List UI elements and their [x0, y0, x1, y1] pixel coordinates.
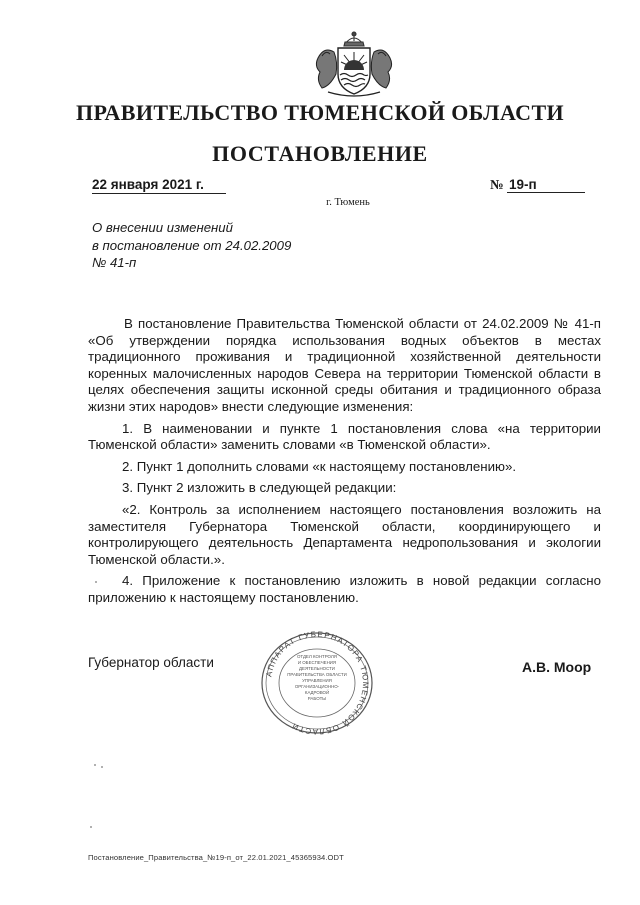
body-paragraph: 1. В наименовании и пункте 1 постановления слова «на территории Тюменской области» заменить словами «в Тюменской области».: [88, 420, 601, 453]
body-paragraph: 4. Приложение к постановлению изложить в новой редакции согласно приложению к настоящему постановлению.: [88, 573, 601, 605]
document-number: [490, 177, 585, 193]
svg-text:И ОБЕСПЕЧЕНИЯ: И ОБЕСПЕЧЕНИЯ: [297, 660, 337, 665]
signer-name: А.В. Моор: [522, 659, 592, 675]
signer-title: Губернатор области: [88, 655, 214, 670]
document-type-heading: ПОСТАНОВЛЕНИЕ: [212, 141, 428, 166]
document-subject: [92, 219, 291, 272]
scan-speck: [90, 826, 92, 828]
scan-speck: [95, 581, 97, 583]
document-date: 22 января 2021 г.: [92, 177, 226, 194]
document-city: г. Тюмень: [326, 197, 370, 208]
svg-text:ПРАВИТЕЛЬСТВА ОБЛАСТИ: ПРАВИТЕЛЬСТВА ОБЛАСТИ: [287, 672, 347, 677]
svg-text:КАДРОВОЙ: КАДРОВОЙ: [304, 690, 330, 695]
footer-filename: Постановление_Правительства_№19-п_от_22.01.2021_45365934.ODT: [88, 853, 344, 862]
subject-line: в постановление от 24.02.2009: [92, 237, 292, 253]
body-paragraph: 2. Пункт 1 дополнить словами «к настоящему постановлению».: [122, 458, 517, 474]
body-paragraph: 3. Пункт 2 изложить в следующей редакции:: [122, 480, 397, 496]
organization-title: ПРАВИТЕЛЬСТВО ТЮМЕНСКОЙ ОБЛАСТИ: [75, 100, 565, 125]
scan-speck: [101, 766, 103, 768]
body-paragraph: «2. Контроль за исполнением настоящего постановления возложить на заместителя Губернатора Тюменской области, координирующего и контролирующего деятельность Департамента недропользования и экологии Тюменской области.».: [88, 501, 601, 567]
subject-line: О внесении изменений: [92, 220, 233, 235]
svg-text:УПРАВЛЕНИЯ: УПРАВЛЕНИЯ: [302, 678, 332, 683]
svg-text:ОРГАНИЗАЦИОННО-: ОРГАНИЗАЦИОННО-: [294, 684, 340, 689]
coat-of-arms-emblem: [308, 28, 400, 100]
official-seal-stamp: [258, 630, 376, 736]
body-paragraph: В постановление Правительства Тюменской области от 24.02.2009 № 41-п «Об утверждении порядка использования водных объектов в местах традиционного проживания и традиционной хозяйственной деятельности коренных малочисленных народов Севера на территории Тюменской области в целях обеспечения защиты исконной среды обитания и традиционного образа жизни этих народов» внести следующие изменения:: [88, 316, 601, 414]
svg-text:ДЕЯТЕЛЬНОСТИ: ДЕЯТЕЛЬНОСТИ: [299, 666, 335, 671]
svg-text:РАБОТЫ: РАБОТЫ: [307, 696, 327, 701]
number-label: №: [490, 177, 504, 192]
svg-text:АППАРАТ ГУБЕРНАТОРА ТЮМЕНСКОЙ: АППАРАТ ГУБЕРНАТОРА ТЮМЕНСКОЙ ОБЛАСТИ: [264, 630, 371, 736]
scan-speck: [94, 764, 96, 766]
document-body: [88, 316, 601, 612]
svg-text:ОТДЕЛ КОНТРОЛЯ: ОТДЕЛ КОНТРОЛЯ: [297, 654, 337, 659]
number-value: 19-п: [507, 177, 585, 193]
subject-line: № 41-п: [92, 255, 137, 270]
